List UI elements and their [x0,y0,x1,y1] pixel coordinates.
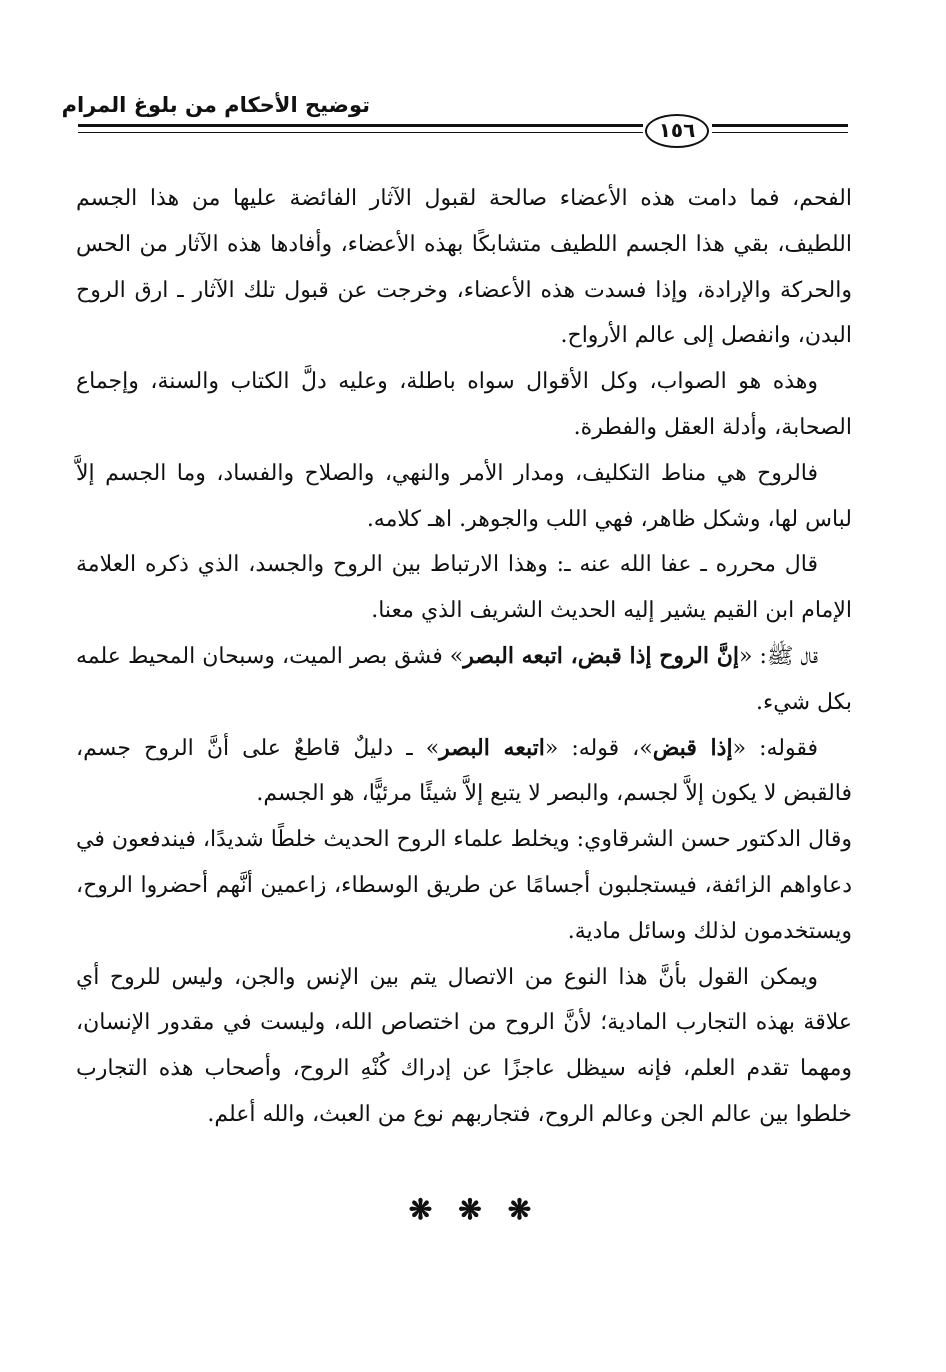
paragraph-text: وهذه هو الصواب، وكل الأقوال سواه باطلة، وعليه دلَّ الكتاب والسنة، وإجماع الصحابة، وأدلة العقل والفطرة. [76,369,852,440]
header-rule-left-bottom [78,132,643,133]
body-text [76,176,852,1138]
section-separator [380,1190,560,1230]
asterism-glyph: ❋ [408,1193,433,1226]
paragraph-text: قال ﷺ: « [738,643,818,669]
paragraph-8 [76,955,852,1138]
asterism-glyph: ❋ [507,1193,532,1226]
paragraph-text: الفحم، فما دامت هذه الأعضاء صالحة لقبول الآثار الفائضة عليها من هذا الجسم اللطيف، بقي هذا الجسم اللطيف متشابكًا بهذه الأعضاء، وأفادها هذه الآثار من الحس والحركة والإرادة، وإذا فسدت هذه الأعضاء، وخرجت عن قبول تلك الآثار ـ ارق الروح البدن، وانفصل إلى عالم الأرواح. [76,186,852,349]
paragraph-text: فقوله: « [732,735,818,761]
header-rule-right-top [712,124,848,127]
paragraph-text: ويمكن القول بأنَّ هذا النوع من الاتصال يتم بين الإنس والجن، وليس للروح أي علاقة بهذه التجارب المادية؛ لأنَّ الروح من اختصاص الله، وليست في مقدور الإنسان، ومهما تقدم العلم، فإنه سيظل عاجزًا عن إدراك كُنْهِ الروح، وأصحاب هذه التجارب خلطوا بين عالم الجن وعالم الروح، فتجاربهم نوع من العبث، والله أعلم. [76,964,852,1127]
paragraph-hadith [76,634,852,726]
paragraph-text: » فشق بصر الميت، وسبحان المحيط علمه بكل شيء. [76,643,852,715]
paragraph-explanation [76,726,852,818]
paragraph-text: فالروح هي مناط التكليف، ومدار الأمر والنهي، والصلاح والفساد، وما الجسم إلاَّ لباس لها، وشكل ظاهر، فهي اللب والجوهر. اهـ كلامه. [76,460,852,532]
paragraph-text: » ـ دليلٌ قاطعٌ على أنَّ الروح جسم، فالقبض لا يكون إلاَّ لجسم، والبصر لا يتبع إلاَّ شيئًا مرئيًّا، هو الجسم. [76,735,852,807]
hadith-quote: إنَّ الروح إذا قبض، اتبعه البصر [463,642,739,669]
running-header-title: توضيح الأحكام من بلوغ المرام [61,93,370,117]
paragraph-text: قال محرره ـ عفا الله عنه ـ: وهذا الارتباط بين الروح والجسد، الذي ذكره العلامة الإمام ابن القيم يشير إليه الحديث الشريف الذي معنا. [76,552,852,624]
header-rule-left-top [78,124,643,127]
paragraph-text: وقال الدكتور حسن الشرقاوي: ويخلط علماء الروح الحديث خلطًا شديدًا، فيندفعون في دعاواهم الزائفة، فيستجلبون أجسامًا عن طريق الوسطاء، زاعمين أنَّهم أحضروا الروح، ويستخدمون لذلك وسائل مادية. [76,827,852,944]
paragraph-3 [76,451,852,543]
asterism-glyph: ❋ [458,1193,482,1226]
paragraph-4 [76,542,852,634]
paragraph-text: »، قوله: « [544,735,653,761]
paragraph-1 [76,176,852,359]
paragraph-2 [76,359,852,451]
paragraph-7 [76,817,852,954]
page-number: ١٥٦ [645,114,709,148]
header-rule-right-bottom [712,132,848,133]
quoted-phrase: إذا قبض [652,734,733,761]
quoted-phrase: اتبعه البصر [439,734,545,761]
